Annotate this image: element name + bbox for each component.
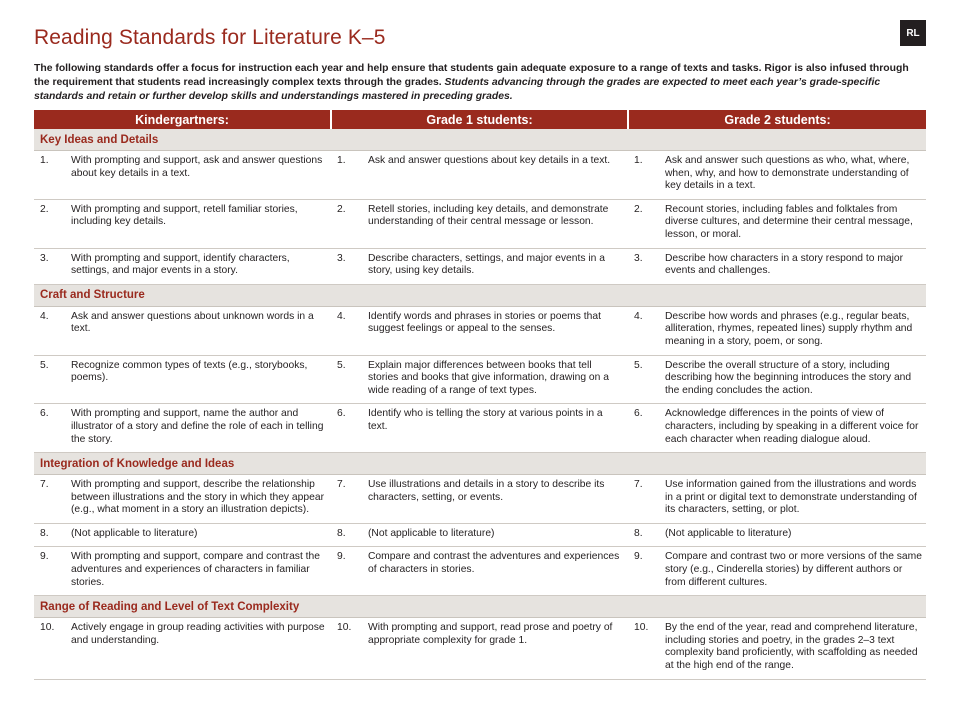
standard-row bbox=[34, 404, 926, 453]
section-header-row bbox=[34, 453, 926, 475]
column-header-kindergarten: Kindergartners: bbox=[34, 110, 331, 129]
grade-1-number: 4. bbox=[331, 306, 362, 355]
standards-table bbox=[34, 110, 926, 680]
kindergarten-number: 9. bbox=[34, 547, 65, 596]
standard-row bbox=[34, 199, 926, 248]
grade-1-standard: Retell stories, including key details, and demonstrate understanding of their central message or lesson. bbox=[362, 199, 628, 248]
kindergarten-number: 6. bbox=[34, 404, 65, 453]
grade-1-number: 3. bbox=[331, 248, 362, 284]
grade-1-number: 7. bbox=[331, 475, 362, 524]
grade-2-standard: (Not applicable to literature) bbox=[659, 523, 926, 547]
section-title: Range of Reading and Level of Text Complexity bbox=[34, 596, 926, 618]
grade-2-standard: Describe the overall structure of a story, including describing how the beginning introduces the story and the ending concludes the action. bbox=[659, 355, 926, 404]
standard-row bbox=[34, 547, 926, 596]
kindergarten-standard: With prompting and support, retell familiar stories, including key details. bbox=[65, 199, 331, 248]
grade-1-standard: Identify who is telling the story at various points in a text. bbox=[362, 404, 628, 453]
grade-2-number: 3. bbox=[628, 248, 659, 284]
kindergarten-number: 3. bbox=[34, 248, 65, 284]
grade-1-standard: With prompting and support, read prose and poetry of appropriate complexity for grade 1. bbox=[362, 618, 628, 679]
standard-row bbox=[34, 475, 926, 524]
grade-1-number: 8. bbox=[331, 523, 362, 547]
rl-badge: RL bbox=[900, 20, 926, 46]
grade-2-number: 9. bbox=[628, 547, 659, 596]
grade-2-number: 6. bbox=[628, 404, 659, 453]
intro-paragraph bbox=[34, 62, 926, 103]
kindergarten-standard: With prompting and support, name the author and illustrator of a story and define the role of each in telling the story. bbox=[65, 404, 331, 453]
kindergarten-number: 2. bbox=[34, 199, 65, 248]
grade-2-standard: Acknowledge differences in the points of view of characters, including by speaking in a different voice for each character when reading dialogue aloud. bbox=[659, 404, 926, 453]
section-header-row bbox=[34, 596, 926, 618]
grade-1-standard: Describe characters, settings, and major events in a story, using key details. bbox=[362, 248, 628, 284]
grade-1-standard: Ask and answer questions about key details in a text. bbox=[362, 151, 628, 200]
section-title: Integration of Knowledge and Ideas bbox=[34, 453, 926, 475]
grade-2-standard: Describe how characters in a story respond to major events and challenges. bbox=[659, 248, 926, 284]
grade-1-standard: Identify words and phrases in stories or poems that suggest feelings or appeal to the senses. bbox=[362, 306, 628, 355]
standard-row bbox=[34, 355, 926, 404]
kindergarten-number: 4. bbox=[34, 306, 65, 355]
grade-1-standard: Use illustrations and details in a story to describe its characters, setting, or events. bbox=[362, 475, 628, 524]
grade-1-standard: (Not applicable to literature) bbox=[362, 523, 628, 547]
kindergarten-standard: Actively engage in group reading activities with purpose and understanding. bbox=[65, 618, 331, 679]
grade-2-standard: Use information gained from the illustrations and words in a print or digital text to demonstrate understanding of its characters, setting, or plot. bbox=[659, 475, 926, 524]
grade-1-standard: Explain major differences between books that tell stories and books that give information, drawing on a wide reading of a range of text types. bbox=[362, 355, 628, 404]
grade-2-standard: Recount stories, including fables and folktales from diverse cultures, and determine their central message, lesson, or moral. bbox=[659, 199, 926, 248]
grade-2-number: 4. bbox=[628, 306, 659, 355]
standard-row bbox=[34, 248, 926, 284]
grade-2-standard: Compare and contrast two or more versions of the same story (e.g., Cinderella stories) by different authors or from different cultures. bbox=[659, 547, 926, 596]
grade-1-number: 5. bbox=[331, 355, 362, 404]
table-body bbox=[34, 129, 926, 679]
section-title: Key Ideas and Details bbox=[34, 129, 926, 151]
section-header-row bbox=[34, 129, 926, 151]
grade-1-number: 2. bbox=[331, 199, 362, 248]
grade-2-number: 5. bbox=[628, 355, 659, 404]
grade-1-standard: Compare and contrast the adventures and experiences of characters in stories. bbox=[362, 547, 628, 596]
column-header-row bbox=[34, 110, 926, 129]
kindergarten-standard: With prompting and support, identify characters, settings, and major events in a story. bbox=[65, 248, 331, 284]
grade-2-standard: Ask and answer such questions as who, what, where, when, why, and how to demonstrate understanding of key details in a text. bbox=[659, 151, 926, 200]
grade-1-number: 6. bbox=[331, 404, 362, 453]
grade-1-number: 9. bbox=[331, 547, 362, 596]
grade-2-standard: Describe how words and phrases (e.g., regular beats, alliteration, rhymes, repeated lines) supply rhythm and meaning in a story, poem, or song. bbox=[659, 306, 926, 355]
grade-2-number: 2. bbox=[628, 199, 659, 248]
standard-row bbox=[34, 306, 926, 355]
kindergarten-number: 7. bbox=[34, 475, 65, 524]
kindergarten-standard: Recognize common types of texts (e.g., storybooks, poems). bbox=[65, 355, 331, 404]
section-title: Craft and Structure bbox=[34, 284, 926, 306]
grade-2-number: 1. bbox=[628, 151, 659, 200]
column-header-grade-2: Grade 2 students: bbox=[628, 110, 926, 129]
page-title: Reading Standards for Literature K–5 bbox=[34, 26, 386, 50]
kindergarten-number: 5. bbox=[34, 355, 65, 404]
kindergarten-number: 10. bbox=[34, 618, 65, 679]
grade-1-number: 10. bbox=[331, 618, 362, 679]
kindergarten-standard: With prompting and support, compare and contrast the adventures and experiences of characters in familiar stories. bbox=[65, 547, 331, 596]
grade-2-standard: By the end of the year, read and comprehend literature, including stories and poetry, in the grades 2–3 text complexity band proficiently, with scaffolding as needed at the high end of the range. bbox=[659, 618, 926, 679]
standard-row bbox=[34, 523, 926, 547]
kindergarten-standard: (Not applicable to literature) bbox=[65, 523, 331, 547]
intro-text: The following standards offer a focus for instruction each year and help ensure that students gain adequate exposure to a range of texts and tasks. Rigor is also infused through the requirement that students read increasingly complex texts through the grades. bbox=[34, 63, 909, 88]
grade-2-number: 7. bbox=[628, 475, 659, 524]
column-header-grade-1: Grade 1 students: bbox=[331, 110, 628, 129]
grade-2-number: 10. bbox=[628, 618, 659, 679]
intro-italic-text: Students advancing through the grades are expected to meet each year’s grade-specific standards and retain or further develop skills and understandings mastered in preceding grades. bbox=[34, 76, 881, 102]
kindergarten-number: 1. bbox=[34, 151, 65, 200]
grade-1-number: 1. bbox=[331, 151, 362, 200]
grade-2-number: 8. bbox=[628, 523, 659, 547]
kindergarten-standard: Ask and answer questions about unknown words in a text. bbox=[65, 306, 331, 355]
kindergarten-standard: With prompting and support, describe the relationship between illustrations and the story in which they appear (e.g., what moment in a story an illustration depicts). bbox=[65, 475, 331, 524]
standard-row bbox=[34, 151, 926, 200]
kindergarten-standard: With prompting and support, ask and answer questions about key details in a text. bbox=[65, 151, 331, 200]
standard-row bbox=[34, 618, 926, 679]
kindergarten-number: 8. bbox=[34, 523, 65, 547]
section-header-row bbox=[34, 284, 926, 306]
